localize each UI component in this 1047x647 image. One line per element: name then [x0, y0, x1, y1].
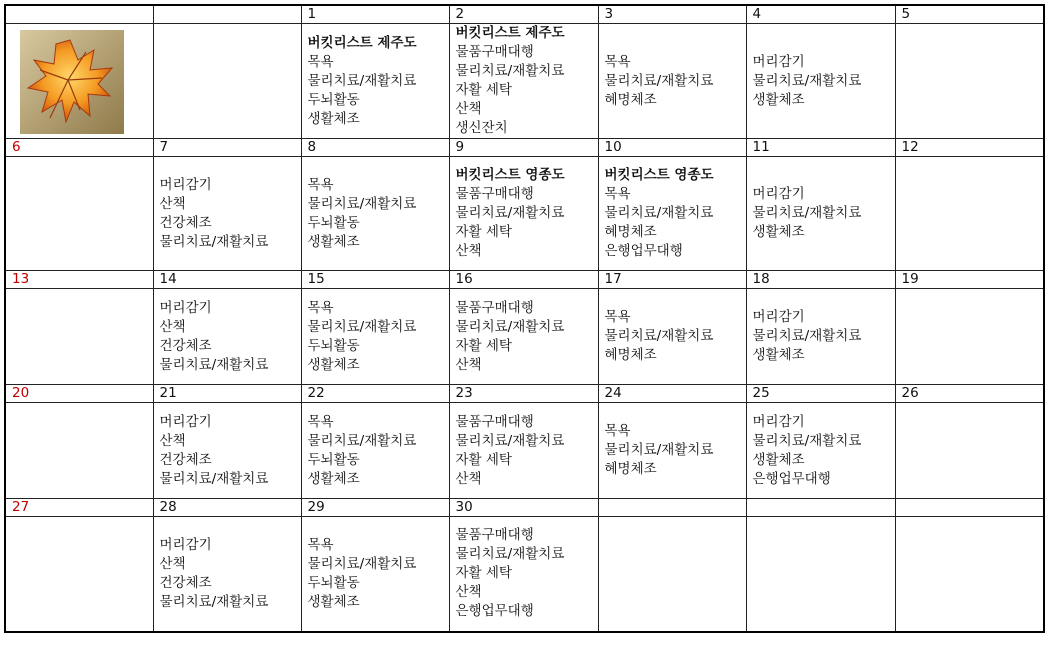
date-number-17: 17 — [598, 271, 746, 289]
date-number-empty — [895, 499, 1044, 517]
date-number-8: 8 — [301, 139, 449, 157]
activity-item: 목욕 — [307, 53, 334, 70]
date-number-23: 23 — [449, 385, 598, 403]
activity-item: 목욕 — [604, 186, 631, 202]
activity-item: 목욕 — [307, 176, 334, 193]
day-cell-29 — [301, 517, 449, 632]
date-number-21: 21 — [153, 385, 301, 403]
day-cell-4 — [746, 24, 895, 139]
day-cell-6 — [5, 157, 153, 271]
activity-item: 물리치료/재활치료 — [159, 233, 269, 250]
date-number-6: 6 — [5, 139, 153, 157]
activity-item: 목욕 — [604, 309, 631, 325]
activity-item: 산책 — [455, 101, 482, 117]
activity-item: 머리감기 — [159, 299, 212, 316]
day-cell-blank-4-5 — [746, 517, 895, 632]
activity-item: 머리감기 — [752, 53, 805, 70]
date-number-28: 28 — [153, 499, 301, 517]
week-1-activity-row — [5, 24, 1044, 139]
activity-item: 목욕 — [307, 299, 334, 316]
activity-item: 건강체조 — [159, 451, 212, 468]
activity-item: 혜명체조 — [604, 461, 657, 477]
activity-item: 물리치료/재활치료 — [159, 470, 269, 487]
activity-item: 물리치료/재활치료 — [752, 432, 862, 449]
day-cell-blank-0-0 — [5, 24, 153, 139]
day-cell-23 — [449, 403, 598, 499]
day-cell-28 — [153, 517, 301, 632]
day-cell-25 — [746, 403, 895, 499]
day-cell-5 — [895, 24, 1044, 139]
date-number-13: 13 — [5, 271, 153, 289]
activity-item: 목욕 — [604, 53, 631, 70]
bucket-list-event: 버킷리스트 제주도 — [307, 34, 417, 51]
date-number-15: 15 — [301, 271, 449, 289]
activity-item: 산책 — [159, 432, 186, 449]
activity-item: 물리치료/재활치료 — [159, 356, 269, 373]
activity-item: 머리감기 — [752, 186, 805, 202]
activity-item: 목욕 — [307, 536, 334, 553]
activity-item: 물리치료/재활치료 — [604, 205, 714, 221]
day-cell-2 — [449, 24, 598, 139]
activity-item: 두뇌활동 — [307, 451, 360, 468]
day-cell-10 — [598, 157, 746, 271]
activity-item: 혜명체조 — [604, 91, 657, 108]
activity-item: 두뇌활동 — [307, 574, 360, 591]
activity-item: 물품구매대행 — [455, 186, 534, 202]
activity-item: 생활체조 — [307, 110, 360, 127]
activity-item: 두뇌활동 — [307, 91, 360, 108]
date-number-10: 10 — [598, 139, 746, 157]
activity-item: 산책 — [455, 584, 482, 601]
activity-item: 건강체조 — [159, 574, 212, 591]
activity-item: 산책 — [159, 195, 186, 212]
day-cell-12 — [895, 157, 1044, 271]
activity-item: 건강체조 — [159, 337, 212, 354]
date-number-2: 2 — [449, 5, 598, 24]
activity-item: 물리치료/재활치료 — [455, 63, 565, 79]
week-3-date-row — [5, 271, 1044, 289]
day-cell-3 — [598, 24, 746, 139]
bucket-list-event: 버킷리스트 영종도 — [455, 167, 565, 183]
activity-item: 물리치료/재활치료 — [307, 195, 417, 212]
date-number-27: 27 — [5, 499, 153, 517]
day-cell-1 — [301, 24, 449, 139]
day-cell-7 — [153, 157, 301, 271]
week-2-activity-row — [5, 157, 1044, 271]
activity-item: 은행업무대행 — [752, 470, 831, 487]
activity-item: 물리치료/재활치료 — [752, 205, 862, 221]
activity-item: 산책 — [159, 318, 186, 335]
day-cell-22 — [301, 403, 449, 499]
day-cell-blank-4-6 — [895, 517, 1044, 632]
day-cell-19 — [895, 289, 1044, 385]
activity-item: 목욕 — [604, 423, 631, 439]
activity-item: 생활체조 — [307, 356, 360, 373]
day-cell-14 — [153, 289, 301, 385]
date-number-30: 30 — [449, 499, 598, 517]
bucket-list-event: 버킷리스트 제주도 — [455, 25, 565, 41]
activity-item: 생활체조 — [752, 451, 805, 468]
day-cell-20 — [5, 403, 153, 499]
activity-item: 물품구매대행 — [455, 527, 534, 544]
week-2-date-row — [5, 139, 1044, 157]
date-number-16: 16 — [449, 271, 598, 289]
activity-item: 물리치료/재활치료 — [455, 205, 565, 221]
activity-item: 자활 세탁 — [455, 224, 512, 240]
activity-item: 산책 — [455, 470, 482, 487]
activity-item: 은행업무대행 — [604, 243, 683, 259]
activity-item: 생활체조 — [307, 233, 360, 250]
activity-item: 물리치료/재활치료 — [307, 72, 417, 89]
day-cell-24 — [598, 403, 746, 499]
date-number-12: 12 — [895, 139, 1044, 157]
activity-item: 생신잔치 — [455, 120, 508, 136]
activity-item: 산책 — [455, 243, 482, 259]
activity-item: 머리감기 — [159, 176, 212, 193]
monthly-schedule-calendar — [4, 4, 1045, 633]
activity-item: 혜명체조 — [604, 224, 657, 240]
activity-item: 물리치료/재활치료 — [752, 328, 862, 344]
activity-item: 은행업무대행 — [455, 603, 534, 620]
day-cell-18 — [746, 289, 895, 385]
activity-item: 물품구매대행 — [455, 44, 534, 60]
activity-item: 생활체조 — [752, 224, 805, 240]
activity-item: 물리치료/재활치료 — [455, 318, 565, 335]
day-cell-26 — [895, 403, 1044, 499]
activity-item: 목욕 — [307, 413, 334, 430]
activity-item: 머리감기 — [159, 536, 212, 553]
date-number-29: 29 — [301, 499, 449, 517]
date-number-5: 5 — [895, 5, 1044, 24]
activity-item: 머리감기 — [752, 309, 805, 325]
activity-item: 물리치료/재활치료 — [752, 72, 862, 89]
date-number-24: 24 — [598, 385, 746, 403]
day-cell-17 — [598, 289, 746, 385]
activity-item: 물리치료/재활치료 — [307, 555, 417, 572]
week-4-date-row — [5, 385, 1044, 403]
activity-item: 물리치료/재활치료 — [604, 328, 714, 344]
day-cell-16 — [449, 289, 598, 385]
day-cell-21 — [153, 403, 301, 499]
activity-item: 물리치료/재활치료 — [455, 432, 565, 449]
date-number-empty — [746, 499, 895, 517]
date-number-22: 22 — [301, 385, 449, 403]
date-number-3: 3 — [598, 5, 746, 24]
week-5-date-row — [5, 499, 1044, 517]
activity-item: 물리치료/재활치료 — [159, 593, 269, 610]
activity-item: 자활 세탁 — [455, 451, 512, 468]
activity-item: 물리치료/재활치료 — [307, 432, 417, 449]
week-3-activity-row — [5, 289, 1044, 385]
day-cell-8 — [301, 157, 449, 271]
day-cell-27 — [5, 517, 153, 632]
activity-item: 물리치료/재활치료 — [604, 72, 714, 89]
day-cell-15 — [301, 289, 449, 385]
date-number-26: 26 — [895, 385, 1044, 403]
day-cell-30 — [449, 517, 598, 632]
date-number-1: 1 — [301, 5, 449, 24]
date-number-19: 19 — [895, 271, 1044, 289]
activity-item: 머리감기 — [752, 413, 805, 430]
activity-item: 생활체조 — [307, 593, 360, 610]
activity-item: 혜명체조 — [604, 347, 657, 363]
activity-item: 두뇌활동 — [307, 337, 360, 354]
week-1-date-row — [5, 5, 1044, 24]
date-number-20: 20 — [5, 385, 153, 403]
day-cell-13 — [5, 289, 153, 385]
activity-item: 자활 세탁 — [455, 337, 512, 354]
date-number-empty — [5, 5, 153, 24]
activity-item: 물리치료/재활치료 — [307, 318, 417, 335]
activity-item: 물리치료/재활치료 — [455, 546, 565, 563]
date-number-4: 4 — [746, 5, 895, 24]
activity-item: 건강체조 — [159, 214, 212, 231]
day-cell-blank-0-1 — [153, 24, 301, 139]
day-cell-11 — [746, 157, 895, 271]
activity-item: 생활체조 — [307, 470, 360, 487]
week-5-activity-row — [5, 517, 1044, 632]
activity-item: 두뇌활동 — [307, 214, 360, 231]
activity-item: 산책 — [159, 555, 186, 572]
week-4-activity-row — [5, 403, 1044, 499]
activity-item: 자활 세탁 — [455, 565, 512, 582]
activity-item: 생활체조 — [752, 91, 805, 108]
day-cell-blank-4-4 — [598, 517, 746, 632]
date-number-18: 18 — [746, 271, 895, 289]
day-cell-9 — [449, 157, 598, 271]
date-number-25: 25 — [746, 385, 895, 403]
activity-item: 생활체조 — [752, 347, 805, 363]
activity-item: 머리감기 — [159, 413, 212, 430]
maple-leaf-photo — [20, 30, 124, 134]
date-number-9: 9 — [449, 139, 598, 157]
activity-item: 자활 세탁 — [455, 82, 512, 98]
date-number-empty — [598, 499, 746, 517]
activity-item: 물품구매대행 — [455, 413, 534, 430]
bucket-list-event: 버킷리스트 영종도 — [604, 167, 714, 183]
activity-item: 산책 — [455, 356, 482, 373]
date-number-11: 11 — [746, 139, 895, 157]
date-number-empty — [153, 5, 301, 24]
date-number-7: 7 — [153, 139, 301, 157]
date-number-14: 14 — [153, 271, 301, 289]
activity-item: 물품구매대행 — [455, 299, 534, 316]
activity-item: 물리치료/재활치료 — [604, 442, 714, 458]
